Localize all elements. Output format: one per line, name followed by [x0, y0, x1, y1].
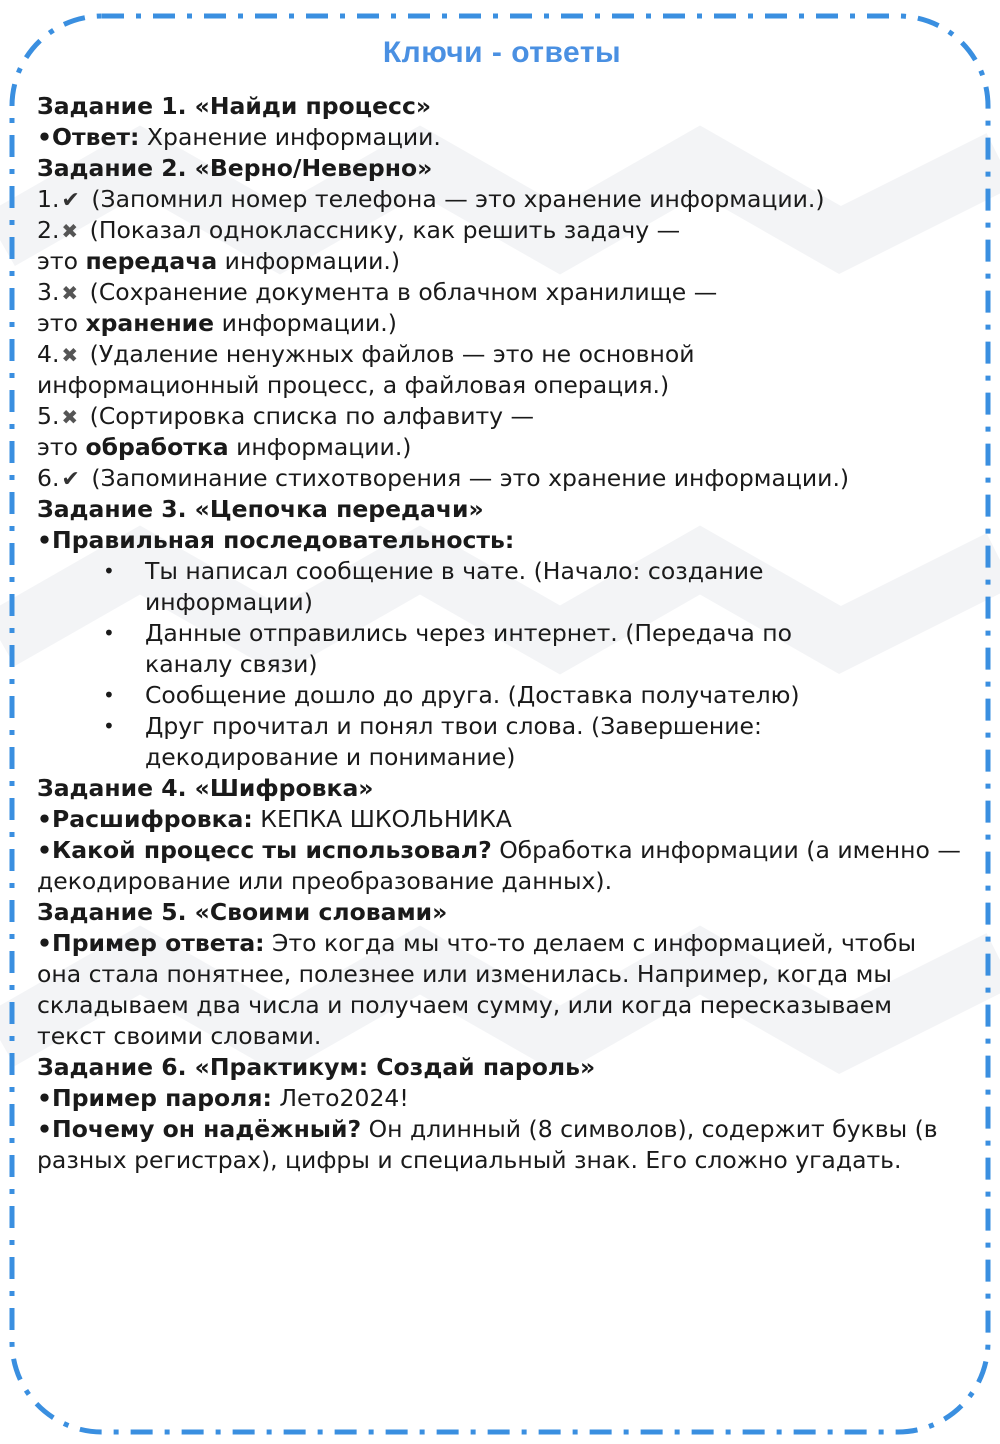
decode-text: КЕПКА ШКОЛЬНИКА	[252, 805, 512, 833]
step-text: Ты написал сообщение в чате. (Начало: создание информации)	[145, 557, 764, 616]
task2-item-1	[37, 184, 967, 215]
task2-item-4	[37, 339, 967, 370]
step-text: Данные отправились через интернет. (Передача по каналу связи)	[145, 619, 793, 678]
item-text: информации.)	[228, 433, 412, 461]
check-icon: ✔	[61, 188, 80, 213]
step-text: Сообщение дошло до друга. (Доставка получателю)	[145, 681, 800, 709]
task2-heading: Задание 2. «Верно/Неверно»	[37, 154, 433, 182]
item-number: 5.	[37, 402, 60, 430]
task6-why	[37, 1114, 967, 1176]
item-text: это	[37, 247, 86, 275]
list-item	[37, 556, 967, 618]
item-number: 2.	[37, 216, 60, 244]
step-text: Друг прочитал и понял твои слова. (Завершение: декодирование и понимание)	[145, 712, 762, 771]
item-text: (Показал однокласснику, как решить задачу —	[82, 216, 681, 244]
item-text: (Сортировка списка по алфавиту —	[82, 402, 535, 430]
task2-item-2	[37, 215, 967, 246]
task2-item-4-cont: информационный процесс, а файловая операция.)	[37, 371, 670, 399]
task2-item-6	[37, 463, 967, 494]
example-answer-text: Это когда мы что-то делаем с информацией, чтобы она стала понятнее, полезнее или изменилась. Например, когда мы складываем два числа и получаем сумму, или когда пересказываем текст своими словами.	[37, 929, 917, 1050]
item-number: 1.	[37, 185, 60, 213]
bullet: •	[103, 559, 115, 583]
process-text: Обработка информации (а именно — декодирование или преобразование данных).	[37, 836, 961, 895]
cross-icon: ✖	[61, 219, 79, 243]
password-label: •Пример пароля:	[37, 1084, 272, 1112]
list-item	[37, 711, 967, 773]
answer-text: Хранение информации.	[139, 123, 441, 151]
item-number: 4.	[37, 340, 60, 368]
item-text: это	[37, 309, 86, 337]
item-keyword: передача	[85, 247, 218, 275]
item-text: (Запомнил номер телефона — это хранение информации.)	[83, 185, 825, 213]
why-text: Он длинный (8 символов), содержит буквы (в разных регистрах), цифры и специальный знак. Его сложно угадать.	[37, 1115, 938, 1174]
item-text: информации.)	[214, 309, 397, 337]
item-text: (Удаление ненужных файлов — это не основной	[82, 340, 695, 368]
task2-item-3	[37, 277, 967, 308]
sequence-list	[37, 556, 967, 773]
answer-key	[37, 30, 967, 1176]
bullet: •	[103, 683, 115, 707]
task1-answer	[37, 122, 967, 153]
page-title: Ключи - ответы	[382, 36, 622, 69]
cross-icon: ✖	[61, 405, 79, 429]
item-number: 6.	[37, 464, 60, 492]
task2-item-5	[37, 401, 967, 432]
task4-process	[37, 835, 967, 897]
password-text: Лето2024!	[271, 1084, 409, 1112]
task2-item-5-cont	[37, 432, 967, 463]
task2-item-2-cont	[37, 246, 967, 277]
example-answer-label: •Пример ответа:	[37, 929, 265, 957]
bullet: •	[103, 714, 115, 738]
task3-heading: Задание 3. «Цепочка передачи»	[37, 495, 484, 523]
list-item	[37, 618, 967, 680]
task4-decode	[37, 804, 967, 835]
task6-example	[37, 1083, 967, 1114]
task3-subheading: •Правильная последовательность:	[37, 526, 515, 554]
item-keyword: обработка	[85, 433, 229, 461]
task2-item-3-cont	[37, 308, 967, 339]
item-text: это	[37, 433, 86, 461]
task5-heading: Задание 5. «Своими словами»	[37, 898, 448, 926]
decode-label: •Расшифровка:	[37, 805, 253, 833]
cross-icon: ✖	[61, 281, 79, 305]
answer-label: •Ответ:	[37, 123, 140, 151]
task5-answer	[37, 928, 967, 1052]
item-text: (Запоминание стихотворения — это хранение информации.)	[83, 464, 850, 492]
process-label: •Какой процесс ты использовал?	[37, 836, 492, 864]
task4-heading: Задание 4. «Шифровка»	[37, 774, 374, 802]
list-item	[37, 680, 967, 711]
check-icon: ✔	[61, 467, 80, 492]
bullet: •	[103, 621, 115, 645]
item-text: (Сохранение документа в облачном хранилище —	[82, 278, 718, 306]
item-number: 3.	[37, 278, 60, 306]
item-keyword: хранение	[85, 309, 215, 337]
task1-heading: Задание 1. «Найди процесс»	[37, 92, 432, 120]
task6-heading: Задание 6. «Практикум: Создай пароль»	[37, 1053, 596, 1081]
why-label: •Почему он надёжный?	[37, 1115, 362, 1143]
cross-icon: ✖	[61, 343, 79, 367]
item-text: информации.)	[217, 247, 401, 275]
